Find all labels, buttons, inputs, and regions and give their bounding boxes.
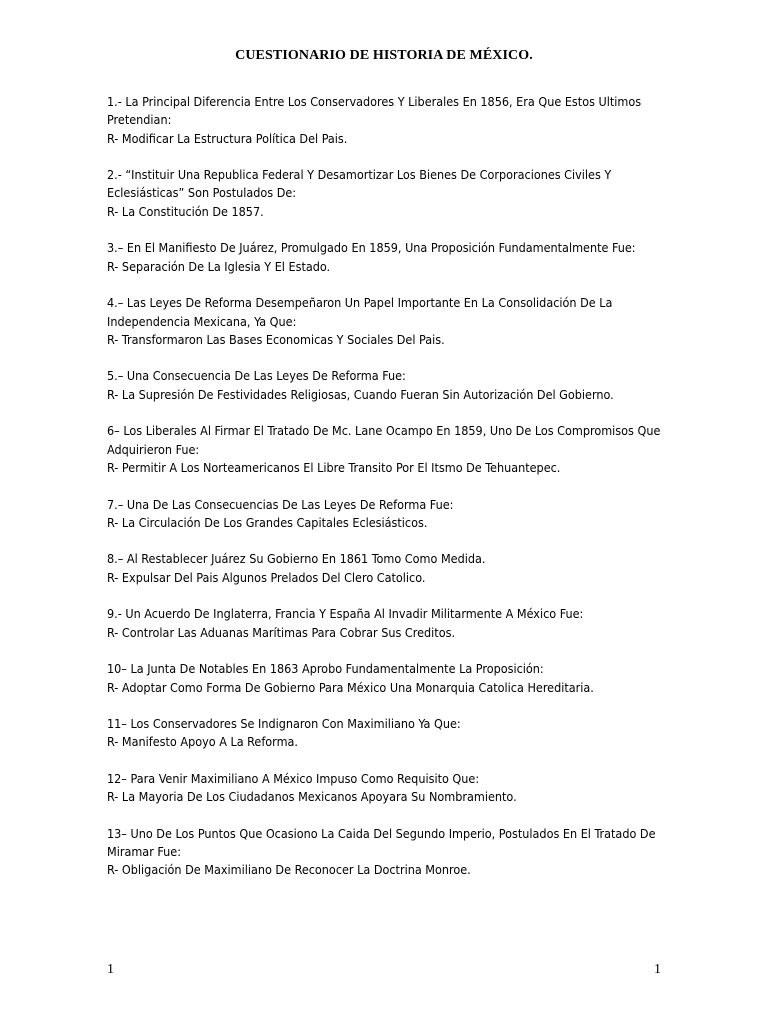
answer-text: R- La Constitución De 1857.: [107, 203, 264, 219]
answer-text: R- Transformaron Las Bases Economicas Y Sociales Del Pais.: [107, 331, 445, 347]
answer-text: R- Modificar La Estructura Política Del Pais.: [107, 130, 348, 146]
answer-text: R- Expulsar Del Pais Algunos Prelados Del Clero Catolico.: [107, 569, 426, 585]
question-item: [107, 605, 667, 642]
question-text: 12– Para Venir Maximiliano A México Impuso Como Requisito Que:: [107, 770, 480, 786]
question-item: [107, 715, 667, 752]
question-item: [107, 825, 667, 880]
question-item: [107, 294, 667, 349]
question-item: [107, 770, 667, 807]
question-item: [107, 550, 667, 587]
question-text: 10– La Junta De Notables En 1863 Aprobo Fundamentalmente La Proposición:: [107, 661, 544, 677]
page-number-right: 1: [654, 962, 661, 977]
question-text: 3.– En El Manifiesto De Juárez, Promulgado En 1859, Una Proposición Fundamentalmente Fue:: [107, 240, 636, 256]
question-item: [107, 93, 667, 148]
question-text: 5.– Una Consecuencia De Las Leyes De Reforma Fue:: [107, 368, 406, 384]
question-item: [107, 660, 667, 697]
question-text: 2.- “Instituir Una Republica Federal Y Desamortizar Los Bienes De Corporaciones Civiles Y Eclesiásticas” Son Postulados De:: [107, 167, 612, 201]
question-text: 4.– Las Leyes De Reforma Desempeñaron Un Papel Importante En La Consolidación De La Independencia Mexicana, Ya Que:: [107, 295, 613, 329]
question-item: [107, 367, 667, 404]
answer-text: R- Controlar Las Aduanas Marítimas Para Cobrar Sus Creditos.: [107, 624, 456, 640]
answer-text: R- La Mayoria De Los Ciudadanos Mexicanos Apoyara Su Nombramiento.: [107, 789, 517, 805]
answer-text: R- Adoptar Como Forma De Gobierno Para México Una Monarquia Catolica Hereditaria.: [107, 679, 594, 695]
question-item: [107, 239, 667, 276]
question-list: [107, 93, 667, 898]
answer-text: R- Permitir A Los Norteamericanos El Libre Transito Por El Itsmo De Tehuantepec.: [107, 459, 561, 475]
question-text: 13– Uno De Los Puntos Que Ocasiono La Caida Del Segundo Imperio, Postulados En El Tratado De Miramar Fue:: [107, 825, 656, 860]
question-text: 6– Los Liberales Al Firmar El Tratado De Mc. Lane Ocampo En 1859, Uno De Los Compromisos Que Adquirieron Fue:: [107, 423, 661, 457]
answer-text: R- Separación De La Iglesia Y El Estado.: [107, 258, 331, 274]
answer-text: R- Obligación De Maximiliano De Reconocer La Doctrina Monroe.: [107, 862, 471, 878]
question-text: 8.– Al Restablecer Juárez Su Gobierno En 1861 Tomo Como Medida.: [107, 551, 486, 567]
answer-text: R- La Supresión De Festividades Religiosas, Cuando Fueran Sin Autorización Del Gobierno.: [107, 386, 614, 402]
document-title: CUESTIONARIO DE HISTORIA DE MÉXICO.: [235, 48, 533, 63]
question-item: [107, 166, 667, 221]
question-text: 9.- Un Acuerdo De Inglaterra, Francia Y España Al Invadir Militarmente A México Fue:: [107, 606, 584, 622]
question-item: [107, 496, 667, 533]
question-text: 7.– Una De Las Consecuencias De Las Leyes De Reforma Fue:: [107, 496, 454, 512]
answer-text: R- La Circulación De Los Grandes Capitales Eclesiásticos.: [107, 514, 428, 530]
page-number-left: 1: [107, 962, 114, 977]
question-item: [107, 422, 667, 477]
answer-text: R- Manifesto Apoyo A La Reforma.: [107, 734, 298, 750]
question-text: 1.- La Principal Diferencia Entre Los Conservadores Y Liberales En 1856, Era Que Estos Ultimos Pretendian:: [107, 94, 642, 128]
question-text: 11– Los Conservadores Se Indignaron Con Maximiliano Ya Que:: [107, 716, 461, 732]
